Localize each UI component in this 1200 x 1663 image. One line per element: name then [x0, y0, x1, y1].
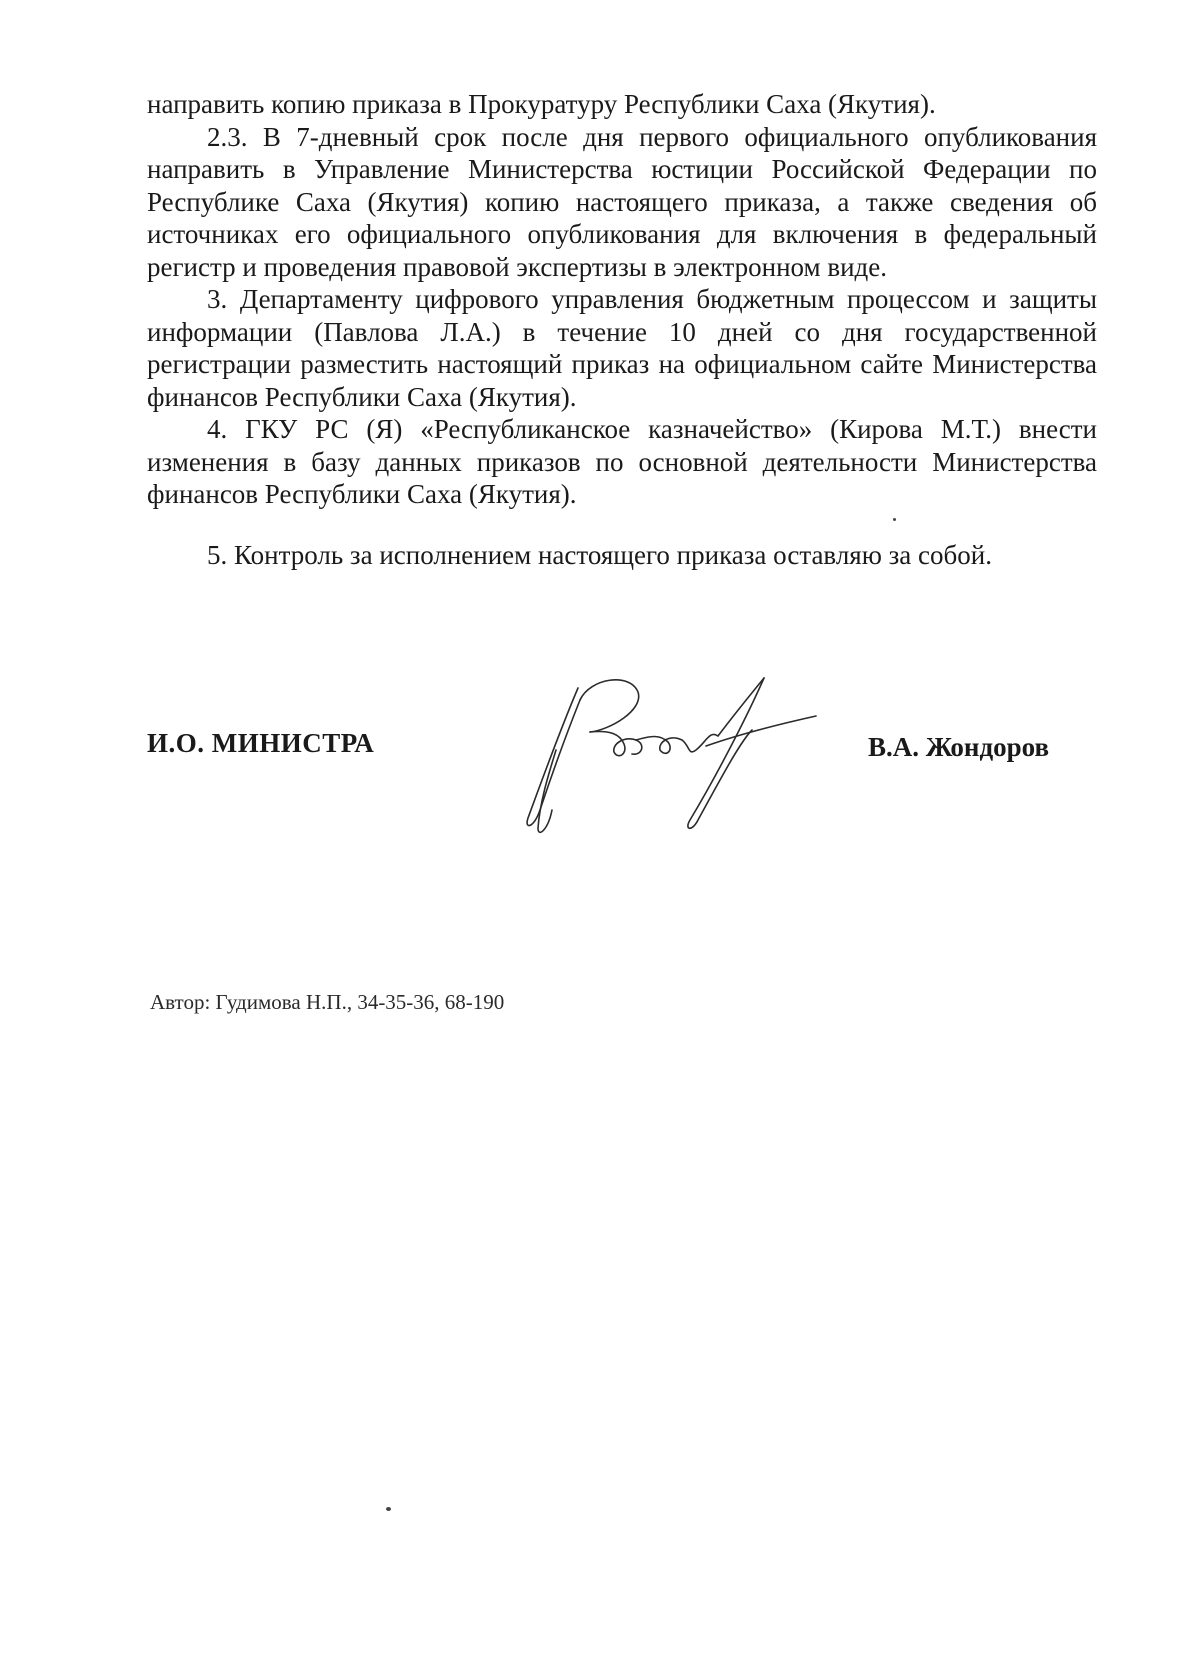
signatory-name: В.А. Жондоров [868, 732, 1050, 762]
scan-speck [893, 518, 896, 521]
paragraph-4: 4. ГКУ РС (Я) «Республиканское казначейство» (Кирова М.Т.) внести изменения в базу данных приказов по основной деятельности Министерства финансов Республики Саха (Якутия). [147, 414, 1097, 509]
paragraph-5: 5. Контроль за исполнением настоящего приказа оставляю за собой. [207, 539, 992, 570]
paragraph-3: 3. Департаменту цифрового управления бюджетным процессом и защиты информации (Павлова Л.А.) в течение 10 дней со дня государственной регистрации разместить настоящий приказ на официальном сайте Министерства финансов Республики Саха (Якутия). [147, 284, 1097, 412]
scan-speck [386, 1507, 391, 1511]
paragraph-continuation: направить копию приказа в Прокуратуру Республики Саха (Якутия). [147, 89, 936, 119]
author-line: Автор: Гудимова Н.П., 34-35-36, 68-190 [150, 990, 505, 1014]
paragraph-2-3: 2.3. В 7-дневный срок после дня первого официального опубликования направить в Управление Министерства юстиции Российской Федерации по Республике Саха (Якутия) копию настоящего приказа, а также сведения об источниках его официального опубликования для включения в федеральный регистр и проведения правовой экспертизы в электронном виде. [147, 121, 1097, 282]
order-body-text [147, 88, 1097, 571]
signatory-role: И.О. МИНИСТРА [147, 728, 375, 758]
handwritten-signature [520, 670, 840, 840]
